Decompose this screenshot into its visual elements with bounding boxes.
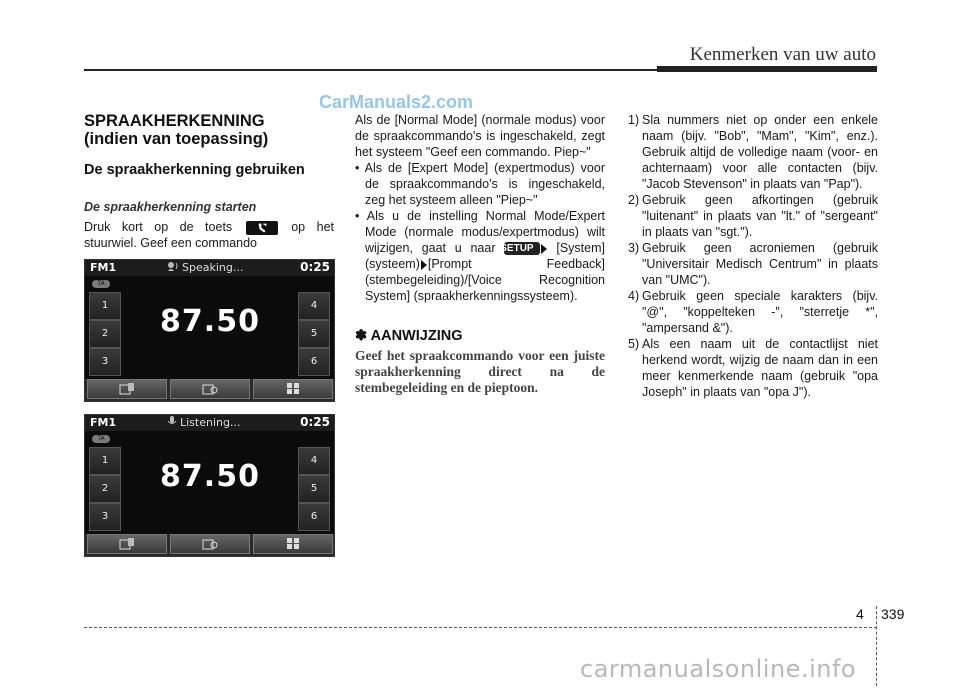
arrow-right-icon — [421, 260, 427, 270]
radio-scan-icon — [202, 537, 218, 550]
radio-scan-button[interactable] — [170, 534, 250, 554]
voice-button-icon — [246, 221, 278, 235]
list-number: 4) — [628, 289, 640, 303]
status-text: Speaking... — [182, 261, 244, 274]
bullet-text: Als de [Expert Mode] (expertmodus) voor de spraakcommando's is ingeschakeld, zeg het systeem alleen "Piep~" — [364, 161, 605, 207]
radio-list-button[interactable] — [87, 534, 167, 554]
preset-button[interactable]: 6 — [298, 503, 330, 531]
status-text: Listening... — [180, 416, 241, 429]
column-3 — [628, 112, 878, 400]
column-2 — [355, 112, 605, 396]
preset-button[interactable]: 4 — [298, 447, 330, 475]
radio-list-icon — [119, 537, 135, 550]
arrow-right-icon — [541, 244, 547, 254]
preset-button[interactable]: 2 — [89, 475, 121, 503]
column-1 — [84, 112, 334, 251]
page-separator — [876, 606, 877, 686]
list-number: 2) — [628, 193, 640, 207]
note-title: ✽ AANWIJZING — [355, 328, 463, 344]
time-label: 0:25 — [300, 415, 330, 429]
tips-list — [628, 112, 878, 400]
menu-grid-button[interactable] — [253, 379, 333, 399]
subheading: De spraakherkenning gebruiken — [84, 162, 305, 178]
band-label: FM1 — [90, 261, 117, 274]
section-title — [84, 112, 334, 148]
status-label — [167, 261, 243, 275]
list-text: Sla nummers niet op onder een enkele naam (bijv. "Bob", "Mam", "Kim", enz.). Gebruik altijd de volledige naam (voor- en achternaam) voor alle contacten (bijv. "Jacob Stevenson" in plaats van "Pap"). — [642, 113, 878, 191]
radio-list-icon — [119, 382, 135, 395]
list-number: 1) — [628, 113, 640, 127]
chapter-number: 4 — [856, 606, 864, 622]
intro-text-after: op het stuurwiel. Geef een commando — [84, 220, 334, 250]
list-item — [628, 336, 878, 400]
preset-button[interactable]: 6 — [298, 348, 330, 376]
ta-badge: TA — [92, 435, 110, 443]
grid-icon — [285, 537, 301, 550]
list-number: 5) — [628, 337, 640, 351]
list-item — [628, 112, 878, 192]
section-title-line2: (indien van toepassing) — [84, 130, 269, 148]
preset-button[interactable]: 5 — [298, 320, 330, 348]
list-text: Gebruik geen acroniemen (gebruik "Universitair Medisch Centrum" in plaats van "UMC"). — [642, 241, 878, 287]
list-text: Gebruik geen afkortingen (gebruik "luitenant" in plaats van "lt." of "sergeant" in plaats van "sgt."). — [642, 193, 878, 239]
preset-button[interactable]: 3 — [89, 503, 121, 531]
setup-key-badge: SETUP — [504, 242, 539, 255]
preset-button[interactable]: 5 — [298, 475, 330, 503]
radio-scan-icon — [202, 382, 218, 395]
preset-button[interactable]: 1 — [89, 292, 121, 320]
bullet-text: [Prompt Feedback] (stembegeleiding)/[Voice Recognition System] (spraakherkenningssysteem). — [365, 257, 605, 303]
menu-grid-button[interactable] — [253, 534, 333, 554]
ta-badge: TA — [92, 280, 110, 288]
frequency-display: 87.50 — [160, 304, 260, 339]
change-mode-bullet: • Als u de instelling Normal Mode/Expert Mode (normale modus/expertmodus) wilt wijzigen, gaat u naar SETUP [System] (systeem) [Prompt Feedback] (stembegeleiding)/[Voice Recognition System] (spraakherkenningssysteem). — [355, 209, 606, 303]
footer-rule — [84, 627, 877, 628]
subsubheading: De spraakherkenning starten — [84, 200, 257, 214]
normal-mode-paragraph: Als de [Normal Mode] (normale modus) voor de spraakcommando's is ingeschakeld, zegt het systeem "Geef een commando. Piep~" — [355, 113, 605, 159]
frequency-display: 87.50 — [160, 459, 260, 494]
radio-scan-button[interactable] — [170, 379, 250, 399]
list-item — [628, 240, 878, 288]
watermark-bottom: carmanualsonline.info — [580, 655, 857, 683]
status-label — [167, 416, 240, 430]
header-title: Kenmerken van uw auto — [689, 44, 876, 65]
watermark-top: CarManuals2.com — [319, 92, 474, 112]
grid-icon — [285, 382, 301, 395]
header-rule-accent — [657, 66, 877, 72]
bullet-text: Als u de instelling Normal Mode/Expert Mode (normale modus/expertmodus) wilt wijzigen, gaat u naar — [365, 209, 606, 255]
section-title-line1: SPRAAKHERKENNING — [84, 112, 265, 130]
list-text: Als een naam uit de contactlijst niet herkend wordt, wijzig de naam dan in een meer kenmerkende naam (gebruik "opa Joseph" in plaats van "opa J"). — [642, 337, 878, 399]
preset-button[interactable]: 1 — [89, 447, 121, 475]
list-item — [628, 192, 878, 240]
note-body: Geef het spraakcommando voor een juiste spraakherkenning direct na de stembegeleiding en de pieptoon. — [355, 348, 605, 395]
speaking-icon — [167, 261, 179, 275]
list-text: Gebruik geen speciale karakters (bijv. "@", "koppelteken -", "sterretje *", "ampersand &"). — [642, 289, 878, 335]
list-item — [628, 288, 878, 336]
expert-mode-bullet: • Als de [Expert Mode] (expertmodus) voor de spraakcommando's is ingeschakeld, zeg het systeem alleen "Piep~" — [355, 161, 605, 207]
band-label: FM1 — [90, 416, 117, 429]
preset-button[interactable]: 3 — [89, 348, 121, 376]
preset-button[interactable]: 2 — [89, 320, 121, 348]
preset-button[interactable]: 4 — [298, 292, 330, 320]
intro-paragraph — [84, 219, 334, 251]
time-label: 0:25 — [300, 260, 330, 274]
radio-screen-speaking — [84, 259, 335, 402]
radio-screen-listening — [84, 414, 335, 557]
header-rule — [84, 69, 657, 71]
microphone-icon — [167, 416, 177, 430]
bullet-text: [System] (systeem) — [365, 241, 605, 271]
intro-text-before: Druk kort op de toets — [84, 220, 233, 234]
page-number: 339 — [881, 606, 905, 622]
radio-list-button[interactable] — [87, 379, 167, 399]
list-number: 3) — [628, 241, 640, 255]
